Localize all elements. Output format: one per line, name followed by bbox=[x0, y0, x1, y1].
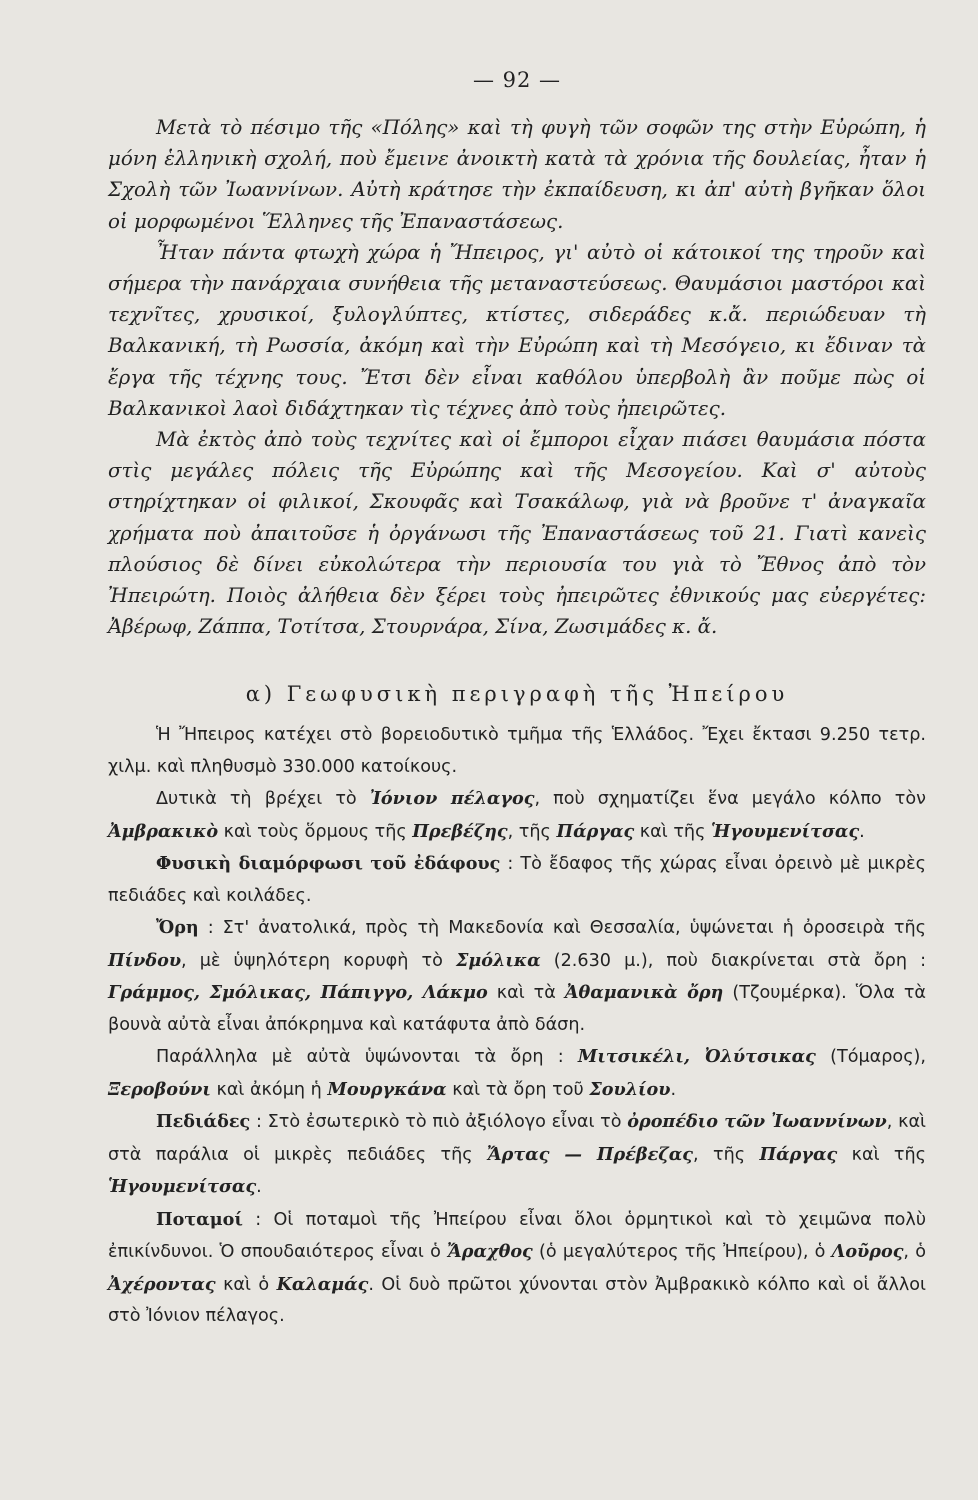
paragraph-emigration: Ἦταν πάντα φτωχὴ χώρα ἡ Ἤπειρος, γι' αὐτὸ οἱ κάτοικοί της τηροῦν καὶ σήμερα τὴν πανάρχαια συνήθεια τῆς μεταναστεύσεως. Θαυμάσιοι μαστόροι καὶ τεχνῖτες, χρυσικοί, ξυλογλύπτες, κτίστες, σιδεράδες κ.ἄ. περιώδευαν τὴ Βαλκανική, τὴ Ρωσσία, ἀκόμη καὶ τὴν Εὐρώπη καὶ τὴ Μεσόγειο, κι ἔδιναν τὰ ἔργα τῆς τέχνης τους. Ἔτσι δὲν εἶναι καθόλου ὑπερβολὴ ἂν ποῦμε πὼς οἱ Βαλκανικοὶ λαοὶ διδάχτηκαν τὶς τέχνες ἀπὸ τοὺς ἠπειρῶτες. bbox=[108, 240, 926, 420]
souli: Σουλίου bbox=[589, 1078, 671, 1100]
paragraph-school-ioannina: Μετὰ τὸ πέσιμο τῆς «Πόλης» καὶ τὴ φυγὴ τῶν σοφῶν της στὴν Εὐρώπη, ἡ μόνη ἑλληνικὴ σχολή, ποὺ ἔμεινε ἀνοικτὴ κατὰ τὰ χρόνια τῆς δουλείας, ἦταν ἡ Σχολὴ τῶν Ἰωαννίνων. Αὐτὴ κράτησε τὴν ἐκπαίδευση, κι ἀπ' αὐτὴ βγῆκαν ὅλοι οἱ μορφωμένοι Ἕλληνες τῆς Ἐπαναστάσεως. bbox=[108, 116, 926, 233]
text: (Τόμαρος), bbox=[815, 1047, 926, 1068]
text: , ὁ bbox=[903, 1242, 927, 1263]
paragraph-location: Ἡ Ἤπειρος κατέχει στὸ βορειοδυτικὸ τμῆμα τῆς Ἑλλάδος. Ἔχει ἔκτασι 9.250 τετρ. χιλμ. καὶ πληθυσμὸ 330.000 κατοίκους. bbox=[108, 725, 926, 777]
section-heading: α) Γεωφυσικὴ περιγραφὴ τῆς Ἠπείρου bbox=[245, 682, 789, 707]
text: . bbox=[256, 1177, 262, 1198]
paragraph-parallel-mountains bbox=[108, 1041, 926, 1106]
arachthos: Ἄραχθος bbox=[447, 1241, 533, 1263]
text: καὶ τὰ ὄρη τοῦ bbox=[446, 1079, 590, 1100]
text: , τῆς bbox=[507, 821, 557, 842]
text: : Στὸ ἐσωτερικὸ τὸ πιὸ ἀξιόλογο εἶναι τὸ bbox=[250, 1112, 628, 1133]
text: : Τὸ ἔδαφος τῆς χώρας εἶναι ὀρεινὸ μὲ μικρὲς πεδιάδες καὶ κοιλάδες. bbox=[108, 854, 927, 906]
text: Δυτικὰ τὴ βρέχει τὸ bbox=[156, 789, 370, 810]
text: καὶ τοὺς ὅρμους τῆς bbox=[218, 821, 413, 842]
history-section bbox=[108, 112, 926, 642]
acherontas: Ἀχέροντας bbox=[108, 1273, 216, 1295]
preveza: Πρεβέζης bbox=[412, 820, 508, 842]
text: . Οἱ δυὸ πρῶτοι χύνονται στὸν Ἀμβρακικὸ κόλπο καὶ οἱ ἄλλοι στὸ Ἰόνιον πέλαγος. bbox=[108, 1274, 926, 1327]
xerovouni: Ξεροβούνι bbox=[108, 1078, 211, 1100]
text: , καὶ στὰ παράλια οἱ μικρὲς πεδιάδες τῆς bbox=[108, 1112, 927, 1165]
paragraph-terrain bbox=[108, 848, 926, 912]
paragraph-rivers bbox=[108, 1204, 926, 1333]
kalamas: Καλαμάς bbox=[276, 1273, 369, 1295]
text: , ποὺ σχηματίζει ἕνα μεγάλο κόλπο τὸν bbox=[534, 789, 926, 810]
athamanika: Ἀθαμανικὰ ὄρη bbox=[564, 982, 724, 1004]
text: (Τζουμέρκα). Ὅλα τὰ βουνὰ αὐτὰ εἶναι ἀπόκρημνα καὶ κατάφυτα ἀπὸ δάση. bbox=[108, 983, 927, 1035]
text: : Στ' ἀνατολικά, πρὸς τὴ Μακεδονία καὶ Θεσσαλία, ὑψώνεται ἡ ὀροσειρὰ τῆς bbox=[198, 918, 926, 939]
geography-section bbox=[108, 720, 926, 1333]
pindos: Πίνδου bbox=[108, 949, 182, 971]
terrain-label: Φυσικὴ διαμόρφωσι τοῦ ἐδάφους bbox=[156, 853, 501, 875]
text: . bbox=[859, 821, 865, 842]
page-number: — 92 — bbox=[472, 68, 562, 92]
text: : Οἱ ποταμοὶ τῆς Ἠπείρου εἶναι ὅλοι ὁρμητικοὶ καὶ τὸ χειμῶνα πολὺ ἐπικίνδυνοι. Ὁ σπουδαιότερος εἶναι ὁ bbox=[108, 1209, 926, 1263]
text: καὶ τῆς bbox=[837, 1144, 926, 1165]
arta-preveza: Ἄρτας — Πρέβεζας bbox=[487, 1143, 693, 1165]
text: (2.630 μ.), ποὺ διακρίνεται στὰ ὄρη : bbox=[540, 950, 927, 971]
rivers-label: Ποταμοί bbox=[156, 1208, 243, 1230]
ioannina-plateau: ὀροπέδιο τῶν Ἰωαννίνων bbox=[627, 1111, 887, 1133]
paragraph-mountains bbox=[108, 912, 926, 1041]
text: , μὲ ὑψηλότερη κορυφὴ τὸ bbox=[181, 950, 456, 971]
ambracian-gulf: Ἀμβρακικὸ bbox=[108, 820, 219, 842]
mourgkana: Μουργκάνα bbox=[327, 1078, 447, 1100]
paragraph-west-coast bbox=[108, 783, 926, 848]
parga: Πάργας bbox=[556, 820, 635, 842]
igoumenitsa: Ἡγουμενίτσας bbox=[108, 1176, 257, 1198]
text: Παράλληλα μὲ αὐτὰ ὑψώνονται τὰ ὄρη : bbox=[156, 1047, 578, 1068]
louros: Λοῦρος bbox=[831, 1241, 904, 1263]
smolikas: Σμόλικα bbox=[455, 949, 541, 971]
paragraph-merchants: Μὰ ἐκτὸς ἀπὸ τοὺς τεχνίτες καὶ οἱ ἔμποροι εἶχαν πιάσει θαυμάσια πόστα στὶς μεγάλες πόλεις τῆς Εὐρώπης καὶ τῆς Μεσογείου. Καὶ σ' αὐτοὺς στηρίχτηκαν οἱ φιλικοί, Σκουφᾶς καὶ Τσακάλωφ, γιὰ νὰ βροῦνε τ' ἀναγκαῖα χρήματα ποὺ ἀπαιτοῦσε ἡ ὀργάνωσι τῆς Ἐπαναστάσεως τοῦ 21. Γιατὶ κανεὶς πλούσιος δὲ δίνει εὐκολώτερα τὴν περιουσία του γιὰ τὸ Ἔθνος ἀπὸ τὸν Ἠπειρώτη. Ποιὸς ἀλήθεια δὲν ξέρει τοὺς ἠπειρῶτες ἐθνικούς μας εὐεργέτες: Ἀβέρωφ, Ζάππα, Τοτίτσα, Στουρνάρα, Σίνα, Ζωσιμάδες κ. ἄ. bbox=[108, 428, 926, 639]
text: καὶ ὁ bbox=[215, 1274, 277, 1295]
mountains-label: Ὄρη bbox=[156, 917, 199, 939]
text: (ὁ μεγαλύτερος τῆς Ἠπείρου), ὁ bbox=[532, 1242, 832, 1263]
ionian-sea: Ἰόνιον πέλαγος bbox=[369, 788, 535, 810]
text: , τῆς bbox=[692, 1144, 760, 1165]
parga: Πάργας bbox=[759, 1143, 838, 1165]
text: . bbox=[670, 1079, 677, 1100]
mountain-list: Γράμμος, Σμόλικας, Πάπιγγο, Λάκμο bbox=[108, 982, 488, 1004]
text: καὶ ἀκόμη ἡ bbox=[210, 1079, 328, 1100]
mitsikeli: Μιτσικέλι, Ὀλύτσικας bbox=[577, 1046, 816, 1068]
igoumenitsa: Ἡγουμενίτσας bbox=[711, 820, 860, 842]
plains-label: Πεδιάδες bbox=[156, 1111, 251, 1133]
text: καὶ τῆς bbox=[634, 821, 711, 842]
paragraph-plains bbox=[108, 1106, 926, 1204]
text: καὶ τὰ bbox=[487, 983, 565, 1004]
